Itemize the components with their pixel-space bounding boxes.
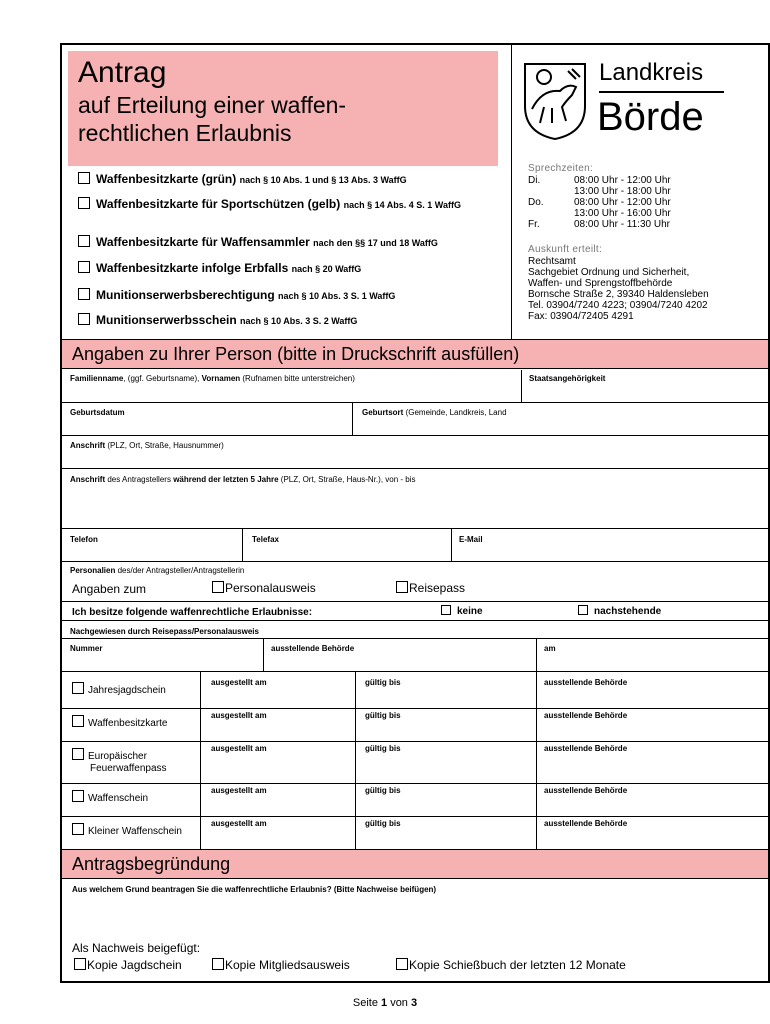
date-label: am bbox=[544, 644, 556, 653]
permit-option[interactable]: Waffenbesitzkarte infolge Erbfalls nach § 20 WaffG bbox=[78, 261, 498, 277]
nationality-label: Staatsangehörigkeit bbox=[529, 374, 606, 383]
contact-block: Rechtsamt Sachgebiet Ordnung und Sicherheit, Waffen- und Sprengstoffbehörde Bornsche Straße 2, 39340 Haldensleben Tel. 03904/7240 4223; 03904/7240 4202 Fax: 03904/72405 4291 bbox=[528, 256, 709, 322]
checkbox[interactable] bbox=[578, 605, 588, 615]
id-type-label: Angaben zum bbox=[72, 582, 147, 596]
valid-label: gültig bis bbox=[365, 678, 401, 687]
landkreis-logo bbox=[522, 57, 727, 147]
checkbox[interactable] bbox=[72, 715, 84, 727]
office-day: Do. bbox=[528, 197, 544, 208]
existing-permits-question: Ich besitze folgende waffenrechtliche Erlaubnisse: bbox=[72, 607, 313, 618]
issued-label: ausgestellt am bbox=[211, 786, 267, 795]
permit-option[interactable]: Waffenbesitzkarte für Sportschützen (gelb) nach § 14 Abs. 4 S. 1 WaffG bbox=[78, 197, 498, 213]
office-day: Fr. bbox=[528, 219, 540, 230]
application-form bbox=[60, 43, 770, 983]
logo-text-boerde: Börde bbox=[597, 95, 704, 139]
office-hours: 08:00 Uhr - 12:00 Uhr 13:00 Uhr - 16:00 Uhr bbox=[574, 197, 671, 219]
fax-label: Telefax bbox=[252, 535, 279, 544]
issued-label: ausgestellt am bbox=[211, 819, 267, 828]
issued-label: ausgestellt am bbox=[211, 711, 267, 720]
attached-label: Als Nachweis beigefügt: bbox=[72, 941, 201, 955]
issuing-authority-label: ausstellende Behörde bbox=[271, 644, 355, 653]
valid-label: gültig bis bbox=[365, 786, 401, 795]
phone-label: Telefon bbox=[70, 535, 98, 544]
coat-of-arms-icon bbox=[522, 61, 588, 141]
proof-label: Nachgewiesen durch Reisepass/Personalausweis bbox=[70, 627, 259, 636]
checkbox[interactable] bbox=[72, 682, 84, 694]
permit-row-weapon-license[interactable]: Waffenschein bbox=[72, 790, 148, 806]
page-number: Seite 1 von 3 bbox=[352, 997, 418, 1009]
checkbox[interactable] bbox=[72, 823, 84, 835]
permit-option[interactable]: Waffenbesitzkarte (grün) nach § 10 Abs. 1 und § 13 Abs. 3 WaffG bbox=[78, 172, 498, 188]
contact-heading: Auskunft erteilt: bbox=[528, 244, 603, 255]
checkbox[interactable] bbox=[78, 288, 90, 300]
attachment-shooting-book[interactable]: Kopie Schießbuch der letzten 12 Monate bbox=[396, 958, 626, 972]
passport-option[interactable]: Reisepass bbox=[396, 581, 465, 595]
logo-text-landkreis: Landkreis bbox=[599, 59, 704, 86]
permit-row-eu-firearms-pass-line2: Feuerwaffenpass bbox=[90, 763, 167, 774]
id-card-option[interactable]: Personalausweis bbox=[212, 581, 316, 595]
name-label: Familienname, (ggf. Geburtsname), Vornamen (Rufnamen bitte unterstreichen) bbox=[70, 374, 355, 383]
authority-label: ausstellende Behörde bbox=[544, 744, 628, 753]
checkbox[interactable] bbox=[441, 605, 451, 615]
permit-option[interactable]: Munitionserwerbsschein nach § 10 Abs. 3 S. 2 WaffG bbox=[78, 313, 498, 329]
section-person: Angaben zu Ihrer Person (bitte in Druckschrift ausfüllen) bbox=[62, 339, 768, 369]
logo-divider bbox=[599, 91, 724, 93]
checkbox[interactable] bbox=[78, 261, 90, 273]
permit-row-wbk[interactable]: Waffenbesitzkarte bbox=[72, 715, 167, 731]
checkbox[interactable] bbox=[212, 581, 224, 593]
previous-address-label: Anschrift des Antragstellers während der letzten 5 Jahre (PLZ, Ort, Straße, Haus-Nr.), von - bis bbox=[70, 475, 416, 484]
checkbox[interactable] bbox=[72, 790, 84, 802]
issued-label: ausgestellt am bbox=[211, 678, 267, 687]
checkbox[interactable] bbox=[78, 235, 90, 247]
title-line-2: rechtlichen Erlaubnis bbox=[78, 120, 292, 146]
number-label: Nummer bbox=[70, 644, 103, 653]
title-line-1: auf Erteilung einer waffen- bbox=[78, 92, 347, 118]
permit-row-small-weapon-license[interactable]: Kleiner Waffenschein bbox=[72, 823, 182, 839]
permit-option[interactable]: Munitionserwerbsberechtigung nach § 10 Abs. 3 S. 1 WaffG bbox=[78, 288, 498, 304]
title-main: Antrag bbox=[78, 56, 167, 89]
none-option[interactable]: keine bbox=[441, 605, 483, 619]
office-hours: 08:00 Uhr - 11:30 Uhr bbox=[574, 219, 670, 230]
checkbox[interactable] bbox=[212, 958, 224, 970]
checkbox[interactable] bbox=[396, 581, 408, 593]
personal-data-label: Personalien des/der Antragsteller/Antragstellerin bbox=[70, 566, 245, 575]
authority-label: ausstellende Behörde bbox=[544, 786, 628, 795]
permit-option[interactable]: Waffenbesitzkarte für Waffensammler nach den §§ 17 und 18 WaffG bbox=[78, 235, 498, 251]
section-reason: Antragsbegründung bbox=[62, 849, 768, 879]
attachment-hunting-license[interactable]: Kopie Jagdschein bbox=[74, 958, 182, 972]
checkbox[interactable] bbox=[396, 958, 408, 970]
email-label: E-Mail bbox=[459, 535, 483, 544]
birthplace-label: Geburtsort (Gemeinde, Landkreis, Land bbox=[362, 408, 507, 417]
permit-row-eu-firearms-pass[interactable]: Europäischer bbox=[72, 748, 147, 764]
office-hours: 08:00 Uhr - 12:00 Uhr 13:00 Uhr - 18:00 Uhr bbox=[574, 175, 671, 197]
attachment-membership-card[interactable]: Kopie Mitgliedsausweis bbox=[212, 958, 350, 972]
reason-question: Aus welchem Grund beantragen Sie die waffenrechtliche Erlaubnis? (Bitte Nachweise beifügen) bbox=[72, 885, 437, 894]
birthdate-label: Geburtsdatum bbox=[70, 408, 125, 417]
valid-label: gültig bis bbox=[365, 711, 401, 720]
issued-label: ausgestellt am bbox=[211, 744, 267, 753]
checkbox[interactable] bbox=[78, 313, 90, 325]
permit-row-hunting[interactable]: Jahresjagdschein bbox=[72, 682, 166, 698]
authority-label: ausstellende Behörde bbox=[544, 678, 628, 687]
address-label: Anschrift (PLZ, Ort, Straße, Hausnummer) bbox=[70, 441, 224, 450]
checkbox[interactable] bbox=[78, 197, 90, 209]
following-option[interactable]: nachstehende bbox=[578, 605, 661, 619]
header-divider bbox=[511, 45, 512, 339]
checkbox[interactable] bbox=[74, 958, 86, 970]
checkbox[interactable] bbox=[72, 748, 84, 760]
title-box bbox=[68, 51, 498, 166]
valid-label: gültig bis bbox=[365, 744, 401, 753]
office-day: Di. bbox=[528, 175, 541, 186]
valid-label: gültig bis bbox=[365, 819, 401, 828]
authority-label: ausstellende Behörde bbox=[544, 711, 628, 720]
authority-label: ausstellende Behörde bbox=[544, 819, 628, 828]
checkbox[interactable] bbox=[78, 172, 90, 184]
office-hours-heading: Sprechzeiten: bbox=[528, 163, 594, 174]
